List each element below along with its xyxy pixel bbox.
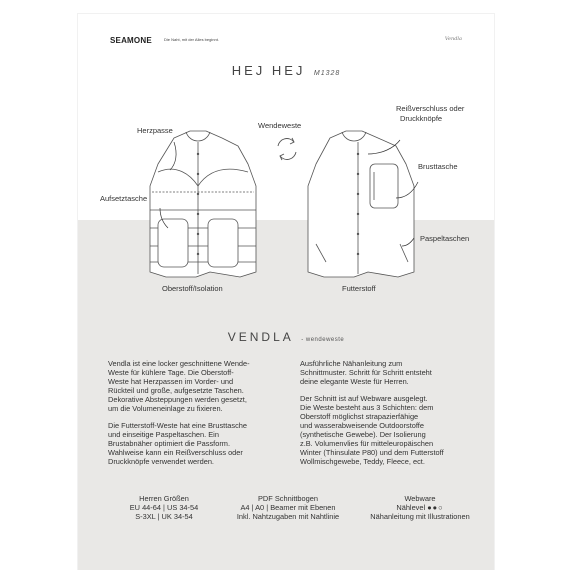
lining-vest-drawing (308, 131, 414, 277)
footer-webware: Webware Nählevel ●●○ Nähanleitung mit Illustrationen (370, 494, 470, 522)
sewing-level-dots: ●●○ (427, 503, 444, 513)
label-aufsetztasche: Aufsetztasche (100, 194, 148, 203)
paragraph: Ausführliche Nähanleitung zum Schnittmuster. Schritt für Schritt entsteht deine elegante Weste für Herren. (300, 359, 432, 386)
description-right (300, 359, 476, 474)
paragraph: Vendla ist eine locker geschnittene Wende- Weste für kühlere Tage. Die Oberstoff- Weste hat Herzpassen im Vorder- und Rückteil und große, aufgesetzte Taschen. Dekorative Absteppungen werden gesetzt, um die Volumeneinlage zu fixieren. (108, 359, 250, 413)
product-name-text: VENDLA (227, 330, 294, 344)
footer-sizes: Herren Größen EU 44-64 | US 34-54 S-3XL | UK 34-54 (129, 494, 199, 522)
label-brusttasche: Brusttasche (418, 162, 458, 171)
reverse-arrows-icon (278, 138, 296, 160)
product-name (78, 328, 494, 346)
paragraph: Die Futterstoff-Weste hat eine Brusttasche und einseitige Paspeltaschen. Ein Brustabnäher optimiert die Passform. Wahlweise kann ein Reißverschluss oder Druckknöpfe verwendet werden. (108, 421, 247, 466)
caption-oberstoff: Oberstoff/Isolation (162, 284, 223, 293)
pattern-code: M1328 (313, 70, 341, 77)
caption-futterstoff: Futterstoff (342, 284, 376, 293)
footer-pdf: PDF Schnittbogen A4 | A0 | Beamer mit Ebenen Inkl. Nahtzugaben mit Nahtlinie (236, 494, 340, 522)
signature: Vendla (444, 36, 462, 42)
label-reissverschluss-2: Druckknöpfe (400, 114, 443, 123)
vest-illustrations (78, 14, 494, 570)
brand-tagline: Die Naht, mit der Alles beginnt. (164, 37, 219, 42)
label-reissverschluss-1: Reißverschluss oder (396, 104, 465, 113)
pattern-cover-page (78, 14, 494, 570)
description-left (108, 359, 284, 474)
label-herzpasse: Herzpasse (137, 126, 173, 135)
label-wendeweste: Wendeweste (258, 121, 302, 130)
paragraph: Der Schnitt ist auf Webware ausgelegt. Die Weste besteht aus 3 Schichten: dem Oberstoff möglichst strapazierfähige und wasserabweisende Outdoorstoffe (synthetische Gewebe). Der Isolierung z.B. Volumenvlies für mitteleuropäischen Winter (Thinsulate P80) und dem Futterstoff Wollmischgewebe, Teddy, Fleece, ect. (300, 394, 444, 466)
pattern-name: HEJ HEJ (231, 63, 306, 78)
brand-logo: SEAMONE (110, 36, 152, 45)
product-subtitle: - wendeweste (301, 337, 345, 343)
outer-vest-drawing (150, 131, 256, 277)
label-paspeltaschen: Paspeltaschen (420, 234, 470, 243)
sewing-level-label: Nählevel (396, 503, 426, 513)
